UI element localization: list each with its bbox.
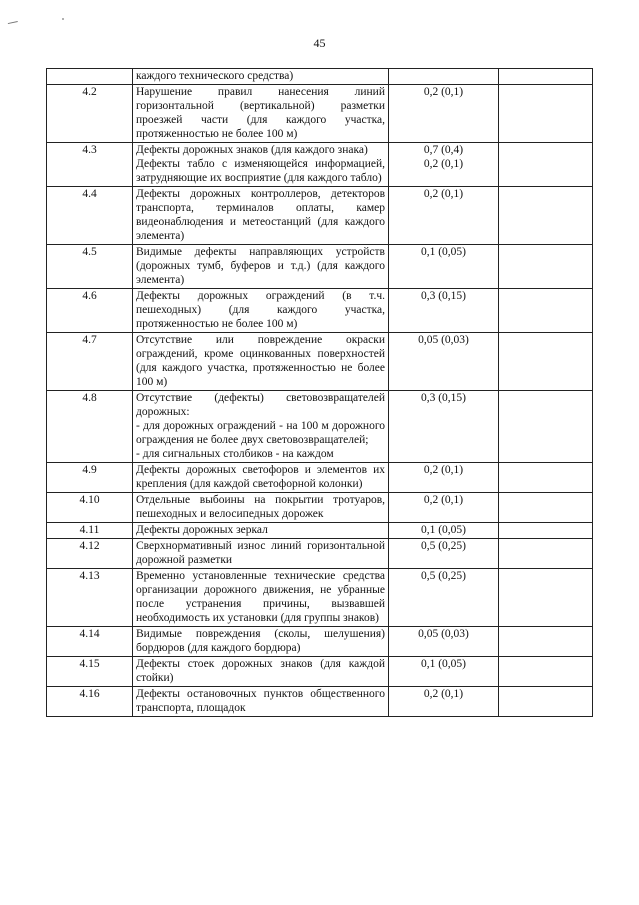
description-line: Дефекты дорожных контроллеров, детекторов транспорта, терминалов оплаты, камер видеонаблюдения и метеостанций (для каждого элемента) [136,188,385,242]
empty-cell [499,333,593,391]
description-line: Дефекты остановочных пунктов общественного транспорта, площадок [136,688,385,714]
value-line: 0,5 (0,25) [420,570,467,582]
table-row [47,333,593,391]
empty-cell [499,85,593,143]
item-number: 4.11 [47,523,133,539]
penalty-value [389,143,499,187]
table-row [47,463,593,493]
penalty-value [389,333,499,391]
empty-cell [499,539,593,569]
empty-cell [499,687,593,717]
item-number: 4.8 [47,391,133,463]
table-row [47,523,593,539]
description-line: - для дорожных ограждений - на 100 м дорожного ограждения не более двух световозвращателей; [136,420,385,446]
defect-description [133,69,389,85]
description-line: Временно установленные технические средства организации дорожного движения, не убранные после устранения причины, вызвавшей необходимость их установки (для группы знаков) [136,570,385,624]
table-row [47,69,593,85]
table-row [47,187,593,245]
empty-cell [499,391,593,463]
table-row [47,391,593,463]
penalty-value [389,245,499,289]
defect-description [133,143,389,187]
description-line: Отдельные выбоины на покрытии тротуаров, пешеходных и велосипедных дорожек [136,494,385,520]
defect-description [133,391,389,463]
empty-cell [499,463,593,493]
item-number: 4.4 [47,187,133,245]
table-row [47,289,593,333]
table-row [47,245,593,289]
defect-description [133,333,389,391]
defects-table [46,68,593,717]
empty-cell [499,569,593,627]
empty-cell [499,627,593,657]
item-number: 4.9 [47,463,133,493]
penalty-value [389,493,499,523]
item-number: 4.6 [47,289,133,333]
value-line: 0,7 (0,4) [423,144,464,156]
value-line: 0,05 (0,03) [418,334,469,346]
defect-description [133,539,389,569]
defect-description [133,493,389,523]
description-line: Сверхнормативный износ линий горизонтальной дорожной разметки [136,540,385,566]
empty-cell [499,493,593,523]
penalty-value [389,85,499,143]
description-line: Дефекты дорожных зеркал [136,524,268,536]
table-row [47,687,593,717]
defect-description [133,245,389,289]
defects-table-body [47,69,593,717]
penalty-value [389,627,499,657]
table-row [47,627,593,657]
defect-description [133,657,389,687]
value-line: 0,1 (0,05) [420,658,467,670]
value-line: 0,5 (0,25) [420,540,467,552]
penalty-value [389,687,499,717]
description-line: Дефекты табло с изменяющейся информацией, затрудняющие их восприятие (для каждого табло) [136,158,385,184]
item-number: 4.12 [47,539,133,569]
item-number: 4.13 [47,569,133,627]
empty-cell [499,657,593,687]
penalty-value [389,187,499,245]
penalty-value [389,539,499,569]
item-number: 4.10 [47,493,133,523]
description-line: каждого технического средства) [136,70,294,82]
description-line: Отсутствие (дефекты) световозвращателей дорожных: [136,392,385,418]
table-row [47,493,593,523]
item-number: 4.5 [47,245,133,289]
value-line: 0,2 (0,1) [423,688,464,700]
description-line: Нарушение правил нанесения линий горизонтальной (вертикальной) разметки проезжей части (для каждого участка, протяженностью не более 100 м) [136,86,385,140]
table-row [47,657,593,687]
value-line: 0,1 (0,05) [420,246,467,258]
item-number: 4.7 [47,333,133,391]
value-line: 0,2 (0,1) [423,494,464,506]
empty-cell [499,245,593,289]
item-number: 4.14 [47,627,133,657]
item-number: 4.15 [47,657,133,687]
scan-artifact-dot [62,18,64,20]
value-line: 0,2 (0,1) [423,188,464,200]
penalty-value [389,391,499,463]
penalty-value [389,69,499,85]
description-line: Видимые дефекты направляющих устройств (дорожных тумб, буферов и т.д.) (для каждого элемента) [136,246,385,286]
defect-description [133,289,389,333]
description-line: - для сигнальных столбиков - на каждом [136,448,334,460]
defect-description [133,85,389,143]
item-number: 4.3 [47,143,133,187]
description-line: Дефекты дорожных ограждений (в т.ч. пешеходных) (для каждого участка, протяженностью не более 100 м) [136,290,385,330]
penalty-value [389,569,499,627]
value-line: 0,2 (0,1) [423,464,464,476]
item-number: 4.16 [47,687,133,717]
value-line: 0,1 (0,05) [420,524,467,536]
defect-description [133,569,389,627]
empty-cell [499,69,593,85]
penalty-value [389,523,499,539]
value-line: 0,2 (0,1) [423,158,464,170]
description-line: Дефекты дорожных светофоров и элементов их крепления (для каждой светофорной колонки) [136,464,385,490]
value-line: 0,05 (0,03) [418,628,469,640]
empty-cell [499,523,593,539]
defect-description [133,687,389,717]
empty-cell [499,143,593,187]
page-number: 45 [313,36,326,50]
value-line: 0,2 (0,1) [423,86,464,98]
table-row [47,85,593,143]
defect-description [133,187,389,245]
empty-cell [499,289,593,333]
item-number: 4.2 [47,85,133,143]
table-row [47,143,593,187]
description-line: Видимые повреждения (сколы, шелушения) бордюров (для каждого бордюра) [136,628,385,654]
penalty-value [389,463,499,493]
value-line: 0,3 (0,15) [420,392,467,404]
scan-artifact-mark [8,21,18,26]
defect-description [133,627,389,657]
description-line: Дефекты дорожных знаков (для каждого знака) [136,144,368,156]
table-row [47,539,593,569]
defect-description [133,523,389,539]
penalty-value [389,289,499,333]
description-line: Отсутствие или повреждение окраски ограждений, кроме оцинкованных поверхностей (для каждого участка, протяженностью не более 100 м) [136,334,385,388]
empty-cell [499,187,593,245]
penalty-value [389,657,499,687]
table-row [47,569,593,627]
item-number [47,69,133,85]
description-line: Дефекты стоек дорожных знаков (для каждой стойки) [136,658,385,684]
value-line: 0,3 (0,15) [420,290,467,302]
defect-description [133,463,389,493]
